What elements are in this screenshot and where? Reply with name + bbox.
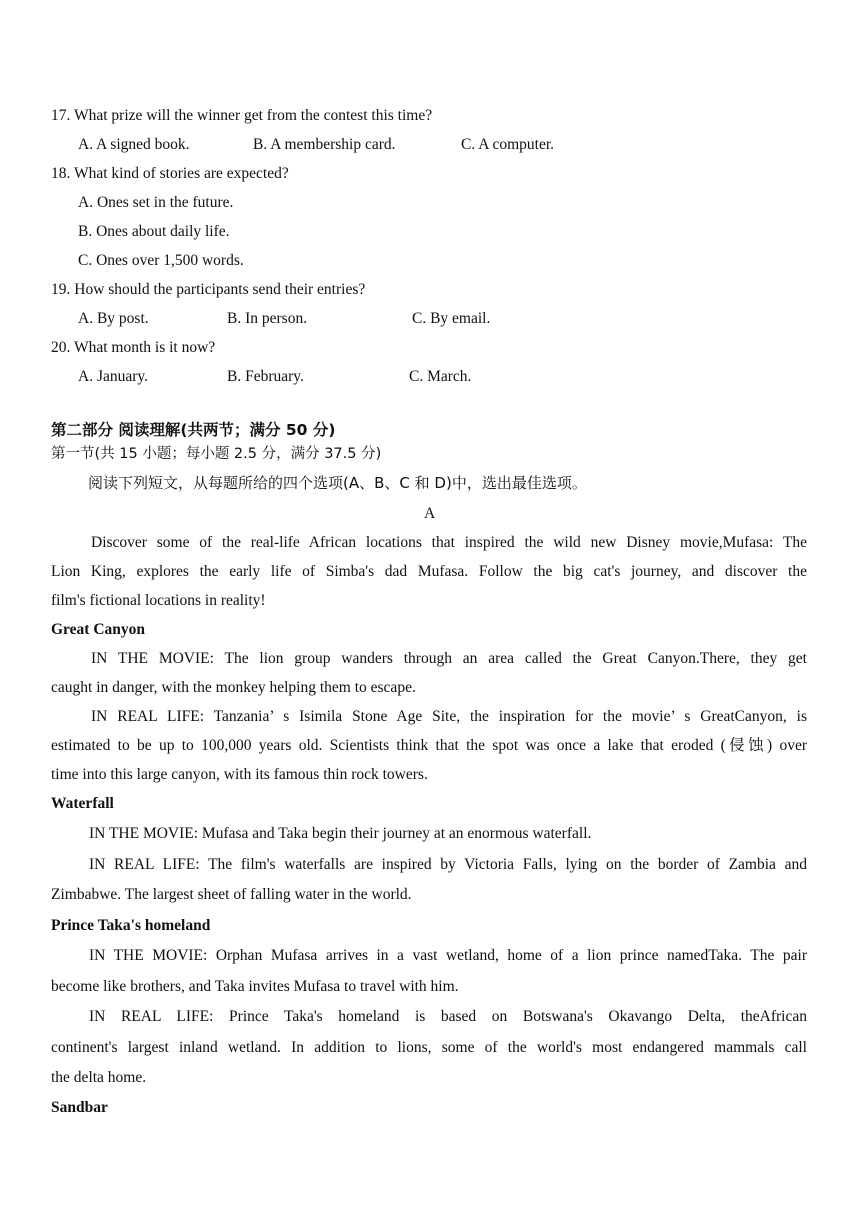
question-17-option-a: A. A signed book.	[78, 136, 190, 153]
question-19-stem: 19. How should the participants send their entries?	[51, 281, 366, 298]
section-one-heading: 第一节(共 15 小题；每小题 2.5 分，满分 37.5 分)	[51, 446, 382, 462]
great-canyon-real-line-1: IN REAL LIFE: Tanzania’ s Isimila Stone Age Site, the inspiration for the movie’ s GreatCanyon, is	[91, 708, 807, 725]
great-canyon-real-line-2: estimated to be up to 100,000 years old. Scientists think that the spot was once a lake that eroded (侵蚀) over	[51, 737, 807, 754]
passage-intro-line-2: Lion King, explores the early life of Simba's dad Mufasa. Follow the big cat's journey, and discover the	[51, 563, 807, 580]
taka-homeland-real-line-3: the delta home.	[51, 1069, 147, 1086]
question-20-option-c: C. March.	[409, 368, 472, 385]
waterfall-real-line-2: Zimbabwe. The largest sheet of falling water in the world.	[51, 886, 412, 903]
taka-homeland-movie-line-1: IN THE MOVIE: Orphan Mufasa arrives in a vast wetland, home of a lion prince namedTaka. The pair	[89, 947, 807, 964]
great-canyon-movie-line-2: caught in danger, with the monkey helping them to escape.	[51, 679, 416, 696]
great-canyon-real-line-3: time into this large canyon, with its famous thin rock towers.	[51, 766, 428, 783]
waterfall-real-line-1: IN REAL LIFE: The film's waterfalls are inspired by Victoria Falls, lying on the border of Zambia and	[89, 856, 807, 873]
question-19-option-b: B. In person.	[227, 310, 308, 327]
question-18-option-a: A. Ones set in the future.	[78, 194, 234, 211]
section-title-taka-homeland: Prince Taka's homeland	[51, 917, 211, 934]
part-two-heading: 第二部分 阅读理解(共两节；满分 50 分)	[51, 421, 336, 439]
question-20-option-a: A. January.	[78, 368, 149, 385]
question-17-option-b: B. A membership card.	[253, 136, 396, 153]
question-19-option-c: C. By email.	[412, 310, 491, 327]
great-canyon-movie-line-1: IN THE MOVIE: The lion group wanders through an area called the Great Canyon.There, they get	[91, 650, 807, 667]
question-18-option-b: B. Ones about daily life.	[78, 223, 230, 240]
question-20-stem: 20. What month is it now?	[51, 339, 216, 356]
taka-homeland-movie-line-2: become like brothers, and Taka invites Mufasa to travel with him.	[51, 978, 459, 995]
section-title-great-canyon: Great Canyon	[51, 621, 146, 638]
passage-intro-line-1: Discover some of the real-life African locations that inspired the wild new Disney movie,Mufasa: The	[91, 534, 807, 551]
taka-homeland-real-line-1: IN REAL LIFE: Prince Taka's homeland is based on Botswana's Okavango Delta, theAfrican	[89, 1008, 807, 1025]
section-title-waterfall: Waterfall	[51, 795, 114, 812]
waterfall-movie-line-1: IN THE MOVIE: Mufasa and Taka begin their journey at an enormous waterfall.	[89, 825, 592, 842]
passage-letter: A	[424, 505, 436, 522]
question-17-option-c: C. A computer.	[461, 136, 554, 153]
question-19-option-a: A. By post.	[78, 310, 149, 327]
reading-instruction: 阅读下列短文，从每题所给的四个选项(A、B、C 和 D)中，选出最佳选项。	[88, 474, 587, 492]
passage-intro-line-3: film's fictional locations in reality!	[51, 592, 266, 609]
question-17-stem: 17. What prize will the winner get from the contest this time?	[51, 107, 433, 124]
taka-homeland-real-line-2: continent's largest inland wetland. In addition to lions, some of the world's most endangered mammals call	[51, 1039, 807, 1056]
question-18-stem: 18. What kind of stories are expected?	[51, 165, 289, 182]
question-18-option-c: C. Ones over 1,500 words.	[78, 252, 244, 269]
question-20-option-b: B. February.	[227, 368, 304, 385]
section-title-sandbar: Sandbar	[51, 1099, 108, 1116]
